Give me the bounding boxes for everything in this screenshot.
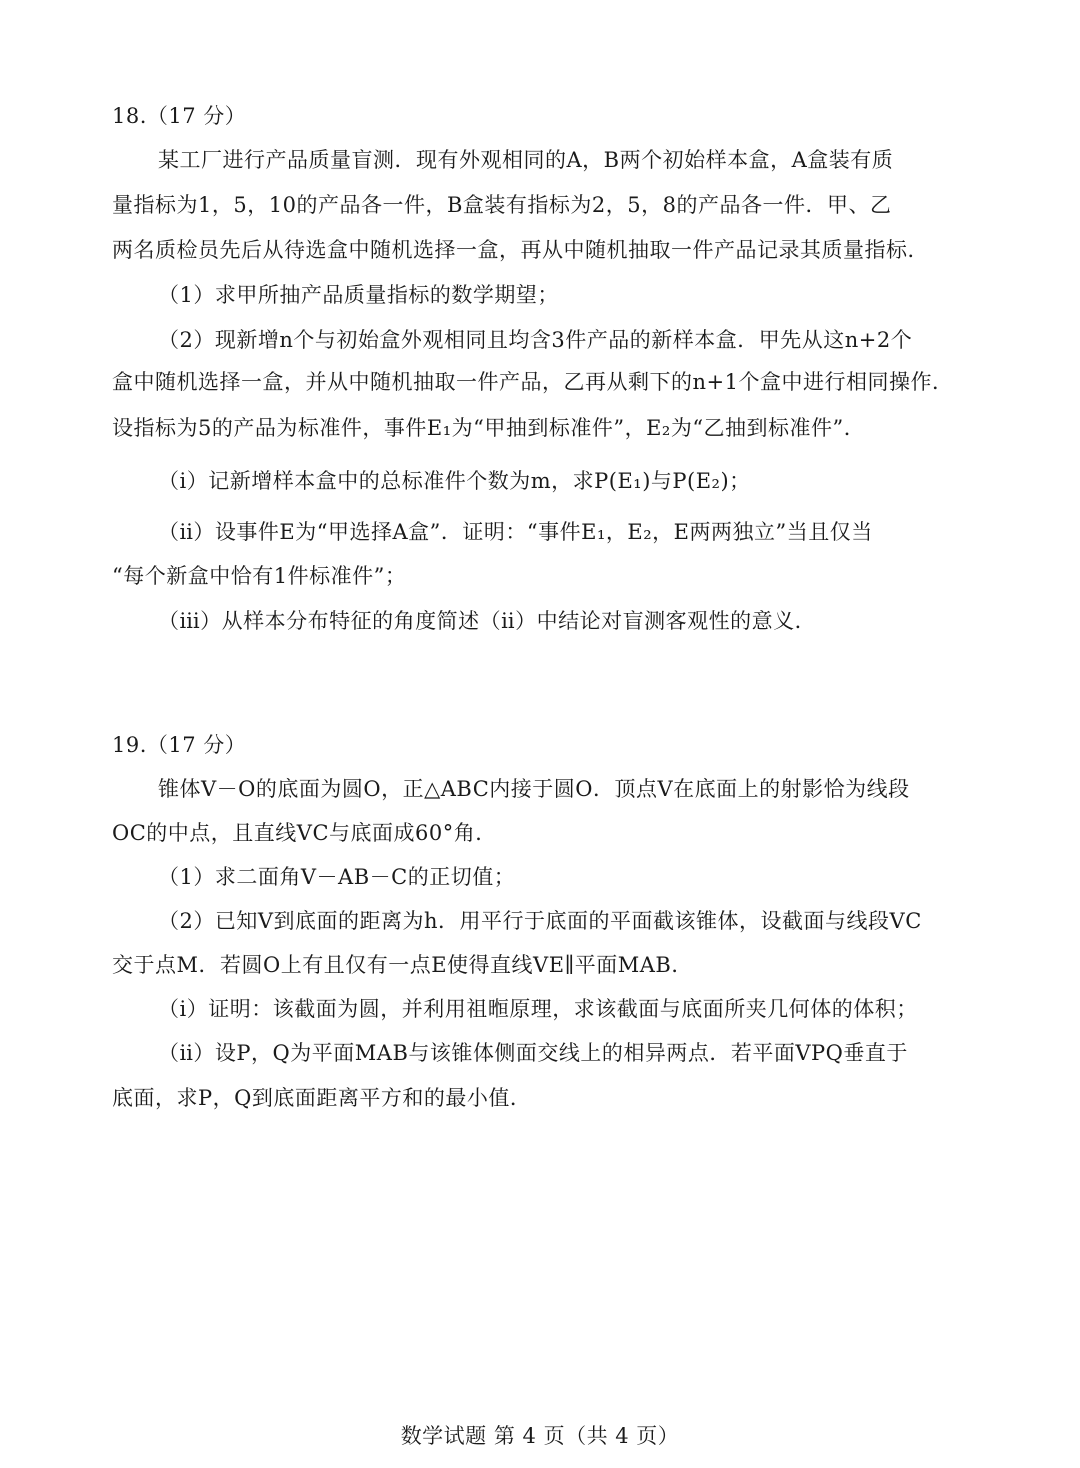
q19-heading: 19.（17 分） — [112, 733, 247, 757]
q19-part-2-i: （ⅰ）证明：该截面为圆，并利用祖暅原理，求该截面与底面所夹几何体的体积； — [158, 997, 918, 1021]
q19-part-1: （1）求二面角V－AB－C的正切值； — [158, 865, 516, 889]
q18-line-1: 某工厂进行产品质量盲测．现有外观相同的A，B两个初始样本盒，A盒装有质 — [158, 148, 894, 172]
q19-part-2-ii: （ⅱ）设P，Q为平面MAB与该锥体侧面交线上的相异两点．若平面VPQ垂直于 — [158, 1041, 908, 1065]
q18-part-2-ii: （ⅱ）设事件E为“甲选择A盒”．证明：“事件E₁，E₂，E两两独立”当且仅当 — [158, 520, 873, 544]
q19-line-5: 交于点M．若圆O上有且仅有一点E使得直线VE∥平面MAB． — [112, 953, 693, 977]
q18-heading: 18.（17 分） — [112, 104, 247, 128]
q19-line-1: 锥体V－O的底面为圆O，正△ABC内接于圆O．顶点V在底面上的射影恰为线段 — [158, 777, 910, 801]
q18-line-10: “每个新盒中恰有1件标准件”； — [112, 564, 407, 588]
q18-part-2-i: （ⅰ）记新增样本盒中的总标准件个数为m，求P(E₁)与P(E₂)； — [158, 469, 751, 493]
q18-part-2-iii: （ⅲ）从样本分布特征的角度简述（ⅱ）中结论对盲测客观性的意义． — [158, 609, 817, 633]
q18-part-2: （2）现新增n个与初始盒外观相同且均含3件产品的新样本盒．甲先从这n+2个 — [158, 328, 913, 352]
q18-line-2: 量指标为1，5，10的产品各一件，B盒装有指标为2，5，8的产品各一件．甲、乙 — [112, 193, 892, 217]
page-footer: 数学试题 第 4 页（共 4 页） — [400, 1424, 680, 1448]
q19-part-2: （2）已知V到底面的距离为h．用平行于底面的平面截该锥体，设截面与线段VC — [158, 909, 922, 933]
q18-line-6: 盒中随机选择一盒，并从中随机抽取一件产品，乙再从剩下的n+1个盒中进行相同操作． — [112, 370, 954, 394]
q19-line-8: 底面，求P，Q到底面距离平方和的最小值． — [112, 1086, 532, 1110]
q18-line-7: 设指标为5的产品为标准件，事件E₁为“甲抽到标准件”，E₂为“乙抽到标准件”． — [112, 416, 866, 440]
q19-line-2: OC的中点，且直线VC与底面成60°角． — [112, 821, 497, 845]
q18-part-1: （1）求甲所抽产品质量指标的数学期望； — [158, 283, 559, 307]
q18-line-3: 两名质检员先后从待选盒中随机选择一盒，再从中随机抽取一件产品记录其质量指标． — [112, 238, 929, 262]
